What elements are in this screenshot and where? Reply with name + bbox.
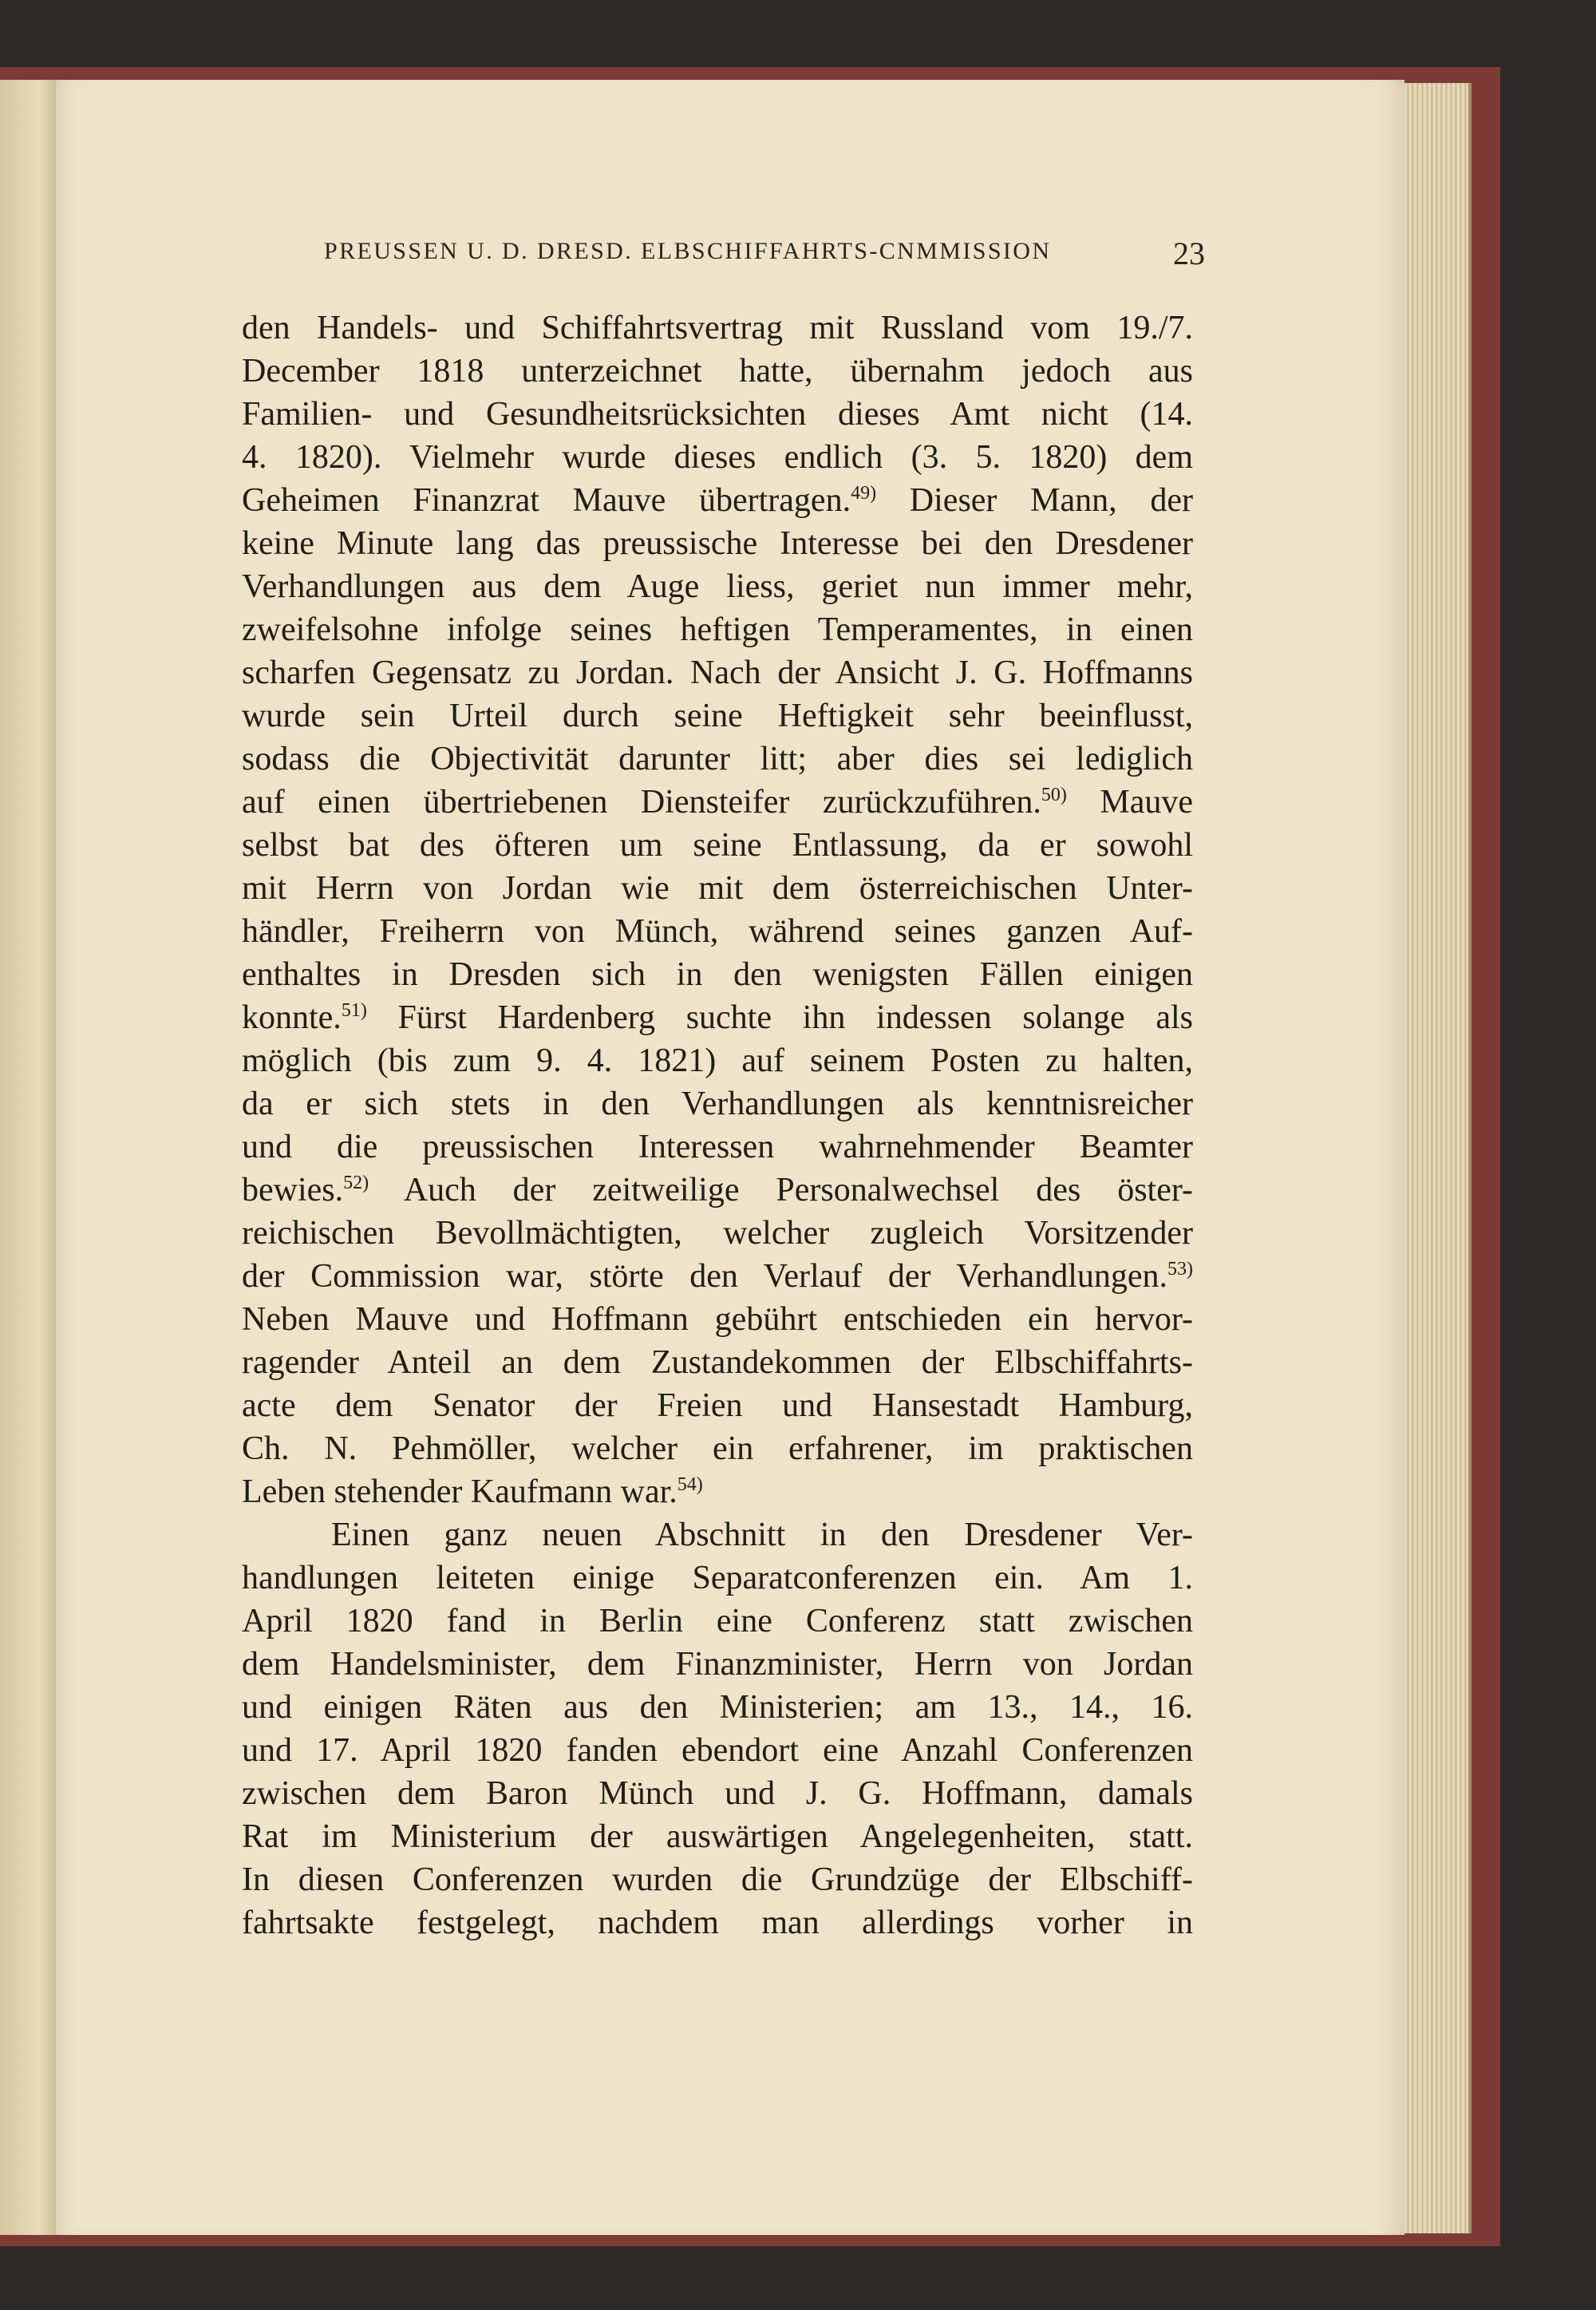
text-line-content: scharfen Gegensatz zu Jordan. Nach der Ansicht J. G. Hoffmanns — [242, 655, 1193, 691]
text-line-content: und 17. April 1820 fanden ebendort eine Anzahl Conferenzen — [242, 1732, 1193, 1769]
text-line — [242, 1901, 1193, 1944]
text-line-content: Ch. N. Pehmöller, welcher ein erfahrener, im praktischen — [242, 1430, 1193, 1467]
text-line — [242, 738, 1193, 781]
running-head: PREUSSEN U. D. DRESD. ELBSCHIFFAHRTS-CNMMISSION — [324, 238, 1052, 264]
text-line-content: selbst bat des öfteren um seine Entlassung, da er sowohl — [242, 827, 1193, 864]
text-line-content: möglich (bis zum 9. 4. 1821) auf seinem Posten zu halten, — [242, 1042, 1193, 1079]
text-line — [242, 1858, 1193, 1901]
text-line-content: sodass die Objectivität darunter litt; aber dies sei lediglich — [242, 741, 1193, 777]
page-block-edges — [1404, 83, 1472, 2233]
footnote-marker: 51) — [341, 1000, 367, 1021]
text-line-content: der Commission war, störte den Verlauf der Verhandlungen. — [242, 1258, 1167, 1295]
text-line-content: Neben Mauve und Hoffmann gebührt entschieden ein hervor- — [242, 1301, 1193, 1338]
text-line-content: December 1818 unterzeichnet hatte, übernahm jedoch aus — [242, 353, 1193, 390]
text-line — [242, 1643, 1193, 1686]
text-line — [242, 996, 1193, 1039]
text-line-content: Einen ganz neuen Abschnitt in den Dresdener Ver- — [331, 1517, 1193, 1553]
text-line — [242, 1686, 1193, 1729]
text-line — [242, 824, 1193, 867]
text-line-content: Verhandlungen aus dem Auge liess, geriet nun immer mehr, — [242, 568, 1193, 605]
text-line — [242, 1125, 1193, 1169]
text-line — [242, 1729, 1193, 1772]
text-line — [242, 1600, 1193, 1643]
text-line-content: Familien- und Gesundheitsrücksichten dieses Amt nicht (14. — [242, 396, 1193, 433]
text-line-content: und die preussischen Interessen wahrnehmender Beamter — [242, 1129, 1193, 1165]
text-line — [242, 393, 1193, 436]
text-line-content: 4. 1820). Vielmehr wurde dieses endlich (3. 5. 1820) dem — [242, 439, 1193, 476]
text-line — [242, 1298, 1193, 1341]
text-line-content: reichischen Bevollmächtigten, welcher zugleich Vorsitzender — [242, 1215, 1193, 1252]
text-line-content: Leben stehender Kaufmann war. — [242, 1473, 678, 1510]
text-line-content: acte dem Senator der Freien und Hansestadt Hamburg, — [242, 1387, 1193, 1424]
text-line-content: mit Herrn von Jordan wie mit dem österreichischen Unter- — [242, 870, 1193, 907]
text-line — [242, 436, 1193, 479]
text-line — [242, 1169, 1193, 1212]
text-line — [242, 1513, 1193, 1556]
footnote-marker: 52) — [343, 1173, 369, 1193]
footnote-marker: 53) — [1167, 1259, 1193, 1280]
text-line — [242, 1427, 1193, 1470]
text-line — [242, 1470, 1193, 1513]
text-line — [242, 781, 1193, 824]
text-line-content: auf einen übertriebenen Diensteifer zurückzuführen. — [242, 784, 1041, 821]
text-line — [242, 522, 1193, 565]
text-line-content: den Handels- und Schiffahrtsvertrag mit Russland vom 19./7. — [242, 310, 1193, 346]
footnote-marker: 50) — [1041, 785, 1067, 805]
body-text — [242, 307, 1193, 1944]
text-line-content: In diesen Conferenzen wurden die Grundzüge der Elbschiff- — [242, 1861, 1193, 1898]
text-line-content: zweifelsohne infolge seines heftigen Temperamentes, in einen — [242, 611, 1193, 648]
text-line — [242, 651, 1193, 694]
page-number: 23 — [1173, 235, 1205, 271]
text-line-continuation: Auch der zeitweilige Personalwechsel des öster- — [369, 1172, 1193, 1208]
left-page-edge — [0, 80, 56, 2235]
text-line — [242, 479, 1193, 522]
text-line — [242, 1039, 1193, 1082]
text-line — [242, 1341, 1193, 1384]
text-line-content: enthaltes in Dresden sich in den wenigsten Fällen einigen — [242, 956, 1193, 993]
text-line — [242, 1815, 1193, 1858]
text-line — [242, 565, 1193, 608]
text-line — [242, 1082, 1193, 1125]
text-line — [242, 1255, 1193, 1298]
text-line-content: Geheimen Finanzrat Mauve übertragen. — [242, 482, 851, 519]
text-line-content: handlungen leiteten einige Separatconferenzen ein. Am 1. — [242, 1560, 1193, 1596]
text-line-content: konnte. — [242, 999, 342, 1036]
text-line-continuation: Fürst Hardenberg suchte ihn indessen solange als — [366, 999, 1193, 1036]
text-line — [242, 953, 1193, 996]
text-line-content: dem Handelsminister, dem Finanzminister, Herrn von Jordan — [242, 1646, 1193, 1683]
text-line-content: April 1820 fand in Berlin eine Conferenz statt zwischen — [242, 1603, 1193, 1640]
text-line — [242, 307, 1193, 350]
text-line — [242, 1556, 1193, 1600]
text-line-content: händler, Freiherrn von Münch, während seines ganzen Auf- — [242, 913, 1193, 950]
text-line-content: keine Minute lang das preussische Interesse bei den Dresdener — [242, 525, 1193, 562]
text-line — [242, 1384, 1193, 1427]
text-line-content: fahrtsakte festgelegt, nachdem man allerdings vorher in — [242, 1905, 1193, 1941]
text-line-content: bewies. — [242, 1172, 344, 1208]
text-line-content: wurde sein Urteil durch seine Heftigkeit sehr beeinflusst, — [242, 698, 1193, 734]
text-line-content: Rat im Ministerium der auswärtigen Angelegenheiten, statt. — [242, 1818, 1193, 1855]
text-line-continuation: Mauve — [1066, 784, 1193, 821]
text-line — [242, 1772, 1193, 1815]
text-line-content: ragender Anteil an dem Zustandekommen der Elbschiffahrts- — [242, 1344, 1193, 1381]
footnote-marker: 54) — [677, 1474, 703, 1495]
text-line — [242, 694, 1193, 738]
text-line — [242, 608, 1193, 651]
text-line — [242, 910, 1193, 953]
text-line-content: zwischen dem Baron Münch und J. G. Hoffmann, damals — [242, 1775, 1193, 1812]
footnote-marker: 49) — [851, 483, 877, 504]
text-line-content: da er sich stets in den Verhandlungen als kenntnisreicher — [242, 1086, 1193, 1122]
text-line — [242, 867, 1193, 910]
text-line — [242, 1212, 1193, 1255]
text-line-content: und einigen Räten aus den Ministerien; am 13., 14., 16. — [242, 1689, 1193, 1726]
text-line — [242, 350, 1193, 393]
text-line-continuation: Dieser Mann, der — [876, 482, 1193, 519]
